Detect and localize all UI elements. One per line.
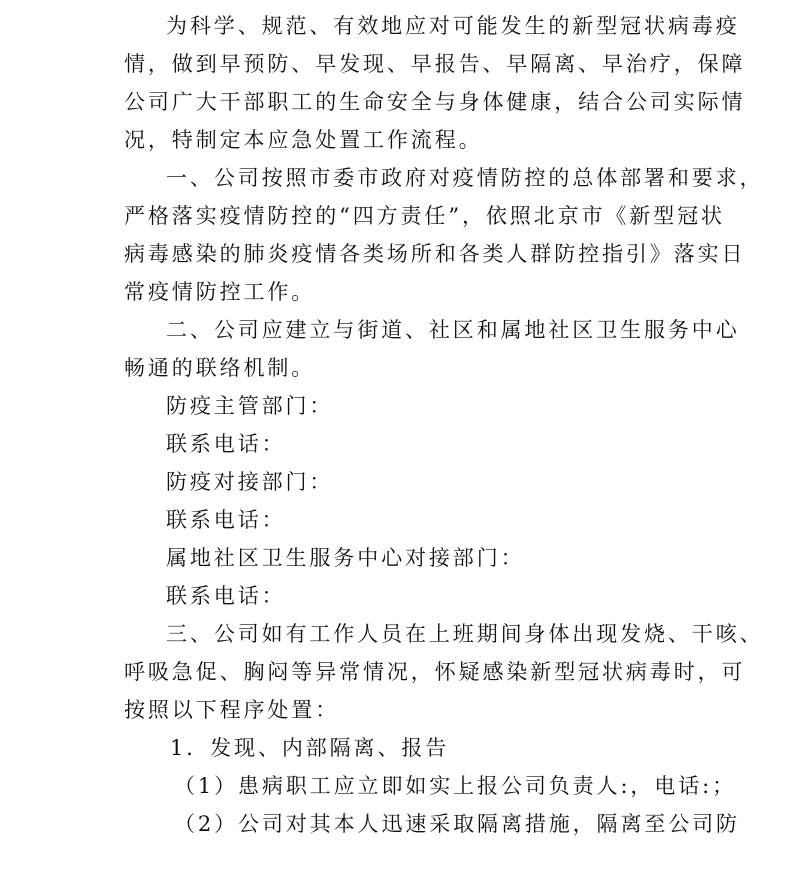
contact-department-label: 防疫主管部门： — [166, 394, 334, 418]
section-1-line-3: 病毒感染的肺炎疫情各类场所和各类人群防控指引》落实日 — [124, 242, 746, 266]
contact-phone-label-1: 联系电话： — [166, 432, 286, 456]
section-3-line-3: 按照以下程序处置： — [124, 698, 340, 722]
step-1-item-1: （1）患病职工应立即如实上报公司负责人:，电话:； — [174, 774, 737, 798]
liaison-department-label: 防疫对接部门： — [166, 470, 334, 494]
section-1-line-2: 严格落实疫情防控的“四方责任”，依照北京市《新型冠状 — [124, 204, 725, 228]
step-1-heading: 1．发现、内部隔离、报告 — [170, 736, 450, 760]
contact-phone-label-3: 联系电话： — [166, 584, 286, 608]
section-3-line-2: 呼吸急促、胸闷等异常情况，怀疑感染新型冠状病毒时，可 — [124, 660, 746, 684]
section-3-line-1: 三、公司如有工作人员在上班期间身体出现发烧、干咳、 — [166, 622, 764, 646]
section-2-line-2: 畅通的联络机制。 — [124, 356, 316, 380]
section-2-line-1: 二、公司应建立与街道、社区和属地社区卫生服务中心 — [166, 318, 740, 342]
paragraph-intro-line-4: 况，特制定本应急处置工作流程。 — [124, 128, 483, 152]
section-1-line-1: 一、公司按照市委市政府对疫情防控的总体部署和要求， — [166, 166, 764, 190]
paragraph-intro-line-3: 公司广大干部职工的生命安全与身体健康，结合公司实际情 — [124, 90, 746, 114]
community-center-department-label: 属地社区卫生服务中心对接部门： — [166, 546, 525, 570]
paragraph-intro-line-1: 为科学、规范、有效地应对可能发生的新型冠状病毒疫 — [166, 14, 740, 38]
section-1-line-4: 常疫情防控工作。 — [124, 280, 316, 304]
paragraph-intro-line-2: 情，做到早预防、早发现、早报告、早隔离、早治疗，保障 — [124, 52, 746, 76]
step-1-item-2: （2）公司对其本人迅速采取隔离措施，隔离至公司防 — [174, 812, 740, 836]
contact-phone-label-2: 联系电话： — [166, 508, 286, 532]
